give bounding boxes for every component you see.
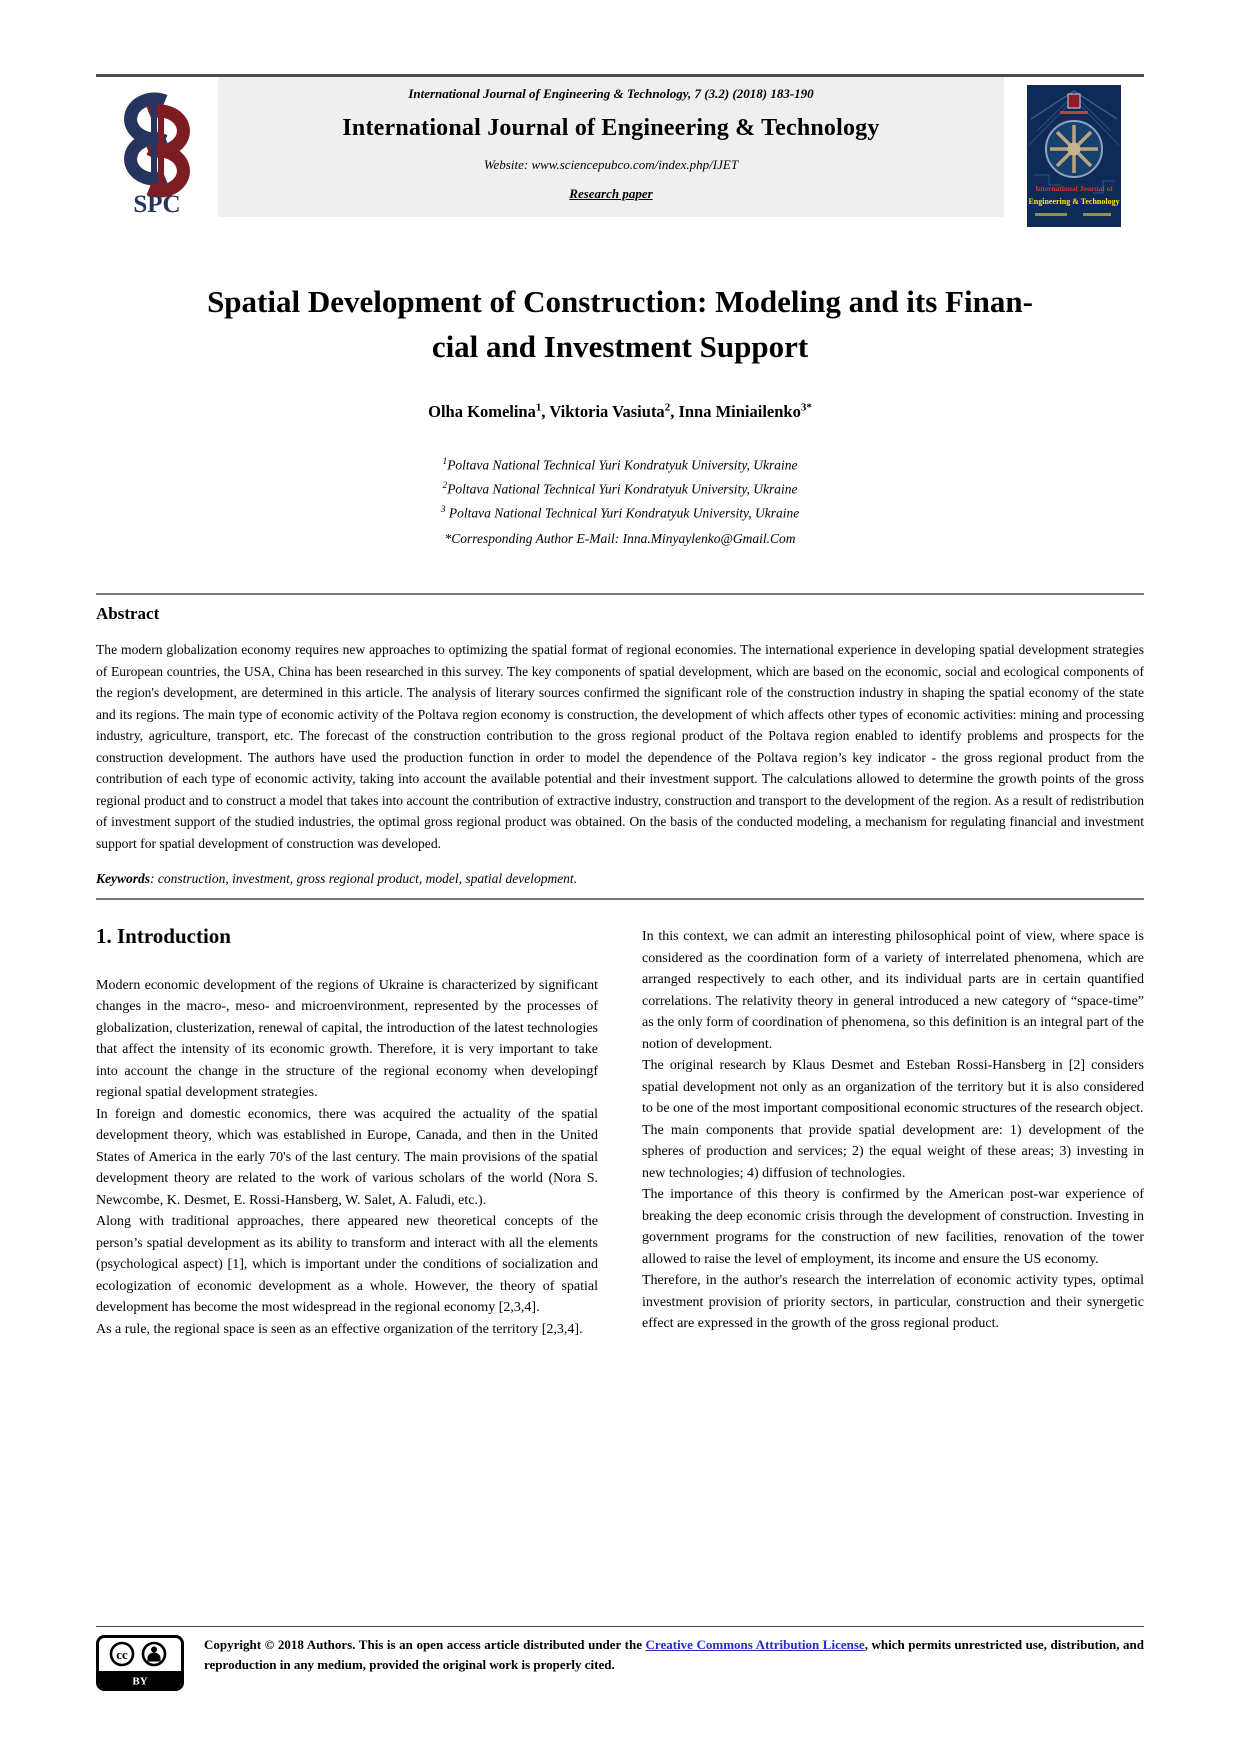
creative-commons-license-link[interactable]: Creative Commons Attribution License [645, 1637, 865, 1652]
abstract-heading: Abstract [96, 604, 160, 623]
body-paragraph: Therefore, in the author's research the interrelation of economic activity types, optimal investment provision of priority sectors, in particular, construction and their synergetic effect are expressed in the growth of the gross regional product. [642, 1273, 1144, 1331]
affiliation-text: Poltava National Technical Yuri Kondratyuk University, Ukraine [447, 457, 798, 472]
paper-type-label: Research paper [569, 186, 653, 201]
keywords-line [96, 871, 1144, 887]
author-affiliation-mark: 1 [535, 401, 542, 413]
body-paragraph: Modern economic development of the regions of Ukraine is characterized by significant changes in the macro-, meso- and microenvironment, represented by the processes of globalization, clusterization, renewal of capital, the introduction of the latest technologies that affect the intensity of its economic growth. Therefore, it is very important to take into account the change in the structure of the regional economy when developingf regional spatial development strategies. [96, 977, 598, 1100]
body-columns [96, 926, 1144, 1340]
corresponding-author-line: *Corresponding Author E-Mail: Inna.Minyaylenko@Gmail.Com [444, 530, 796, 546]
cc-by-badge-icon [96, 1635, 184, 1691]
affiliation-mark: 2 [442, 480, 448, 491]
right-column [642, 926, 1144, 1340]
paper-title-line2: cial and Investment Support [431, 329, 809, 364]
author-separator: , [670, 401, 679, 421]
paper-title [96, 279, 1144, 369]
affiliation-line [96, 476, 1144, 500]
body-paragraph: The original research by Klaus Desmet and Esteban Rossi-Hansberg in [2] considers spatial development not only as an organization of the territory but it is also considered to be one of the most important compositional economic structures of the research object. [642, 1058, 1144, 1116]
affiliation-text: Poltava National Technical Yuri Kondratyuk University, Ukraine [447, 481, 798, 496]
copyright-text-before: Copyright © 2018 Authors. This is an open access article distributed under the [204, 1637, 646, 1652]
affiliation-mark: 3 [440, 504, 446, 515]
journal-website: Website: www.sciencepubco.com/index.php/IJET [483, 157, 739, 172]
cc-icon: cc [116, 1647, 128, 1662]
author [549, 402, 678, 421]
author-affiliation-mark: 3* [800, 401, 812, 413]
keywords-label: Keywords [96, 871, 150, 886]
journal-header [96, 77, 1144, 217]
keywords-bottom-rule [96, 898, 1144, 900]
affiliations-block [96, 452, 1144, 550]
body-paragraph: In foreign and domestic economics, there was acquired the actuality of the spatial development theory, which was established in Europe, Canada, and then in the United States of America in the early 70's of the last century. The main provisions of the spatial development theory are related to the work of various scholars of the world (Nora S. Newcombe, K. Desmet, E. Rossi-Hansberg, W. Salet, A. Faludi, etc.). [96, 1106, 598, 1208]
author-name: Olha Komelina [428, 401, 536, 421]
author-affiliation-mark: 2 [664, 401, 671, 413]
body-paragraph: As a rule, the regional space is seen as an effective organization of the territory [2,3,4]. [96, 1321, 583, 1337]
author [428, 402, 549, 421]
author-separator: , [541, 401, 550, 421]
affiliation-text: Poltava National Technical Yuri Kondratyuk University, Ukraine [445, 505, 800, 520]
copyright-text [204, 1635, 1144, 1674]
body-paragraph: The main components that provide spatial development are: 1) development of the spheres of production and services; 2) the equal weight of these areas; 3) investing in new technologies; 4) diffusion of technologies. [642, 1122, 1144, 1181]
copyright-footer [96, 1626, 1144, 1691]
journal-header-band [218, 77, 1004, 217]
by-label: BY [132, 1675, 148, 1688]
paper-title-line1: Spatial Development of Construction: Modeling and its Finan- [207, 284, 1033, 319]
keywords-text: : construction, investment, gross regional product, model, spatial development. [150, 871, 578, 886]
spc-logo-icon [101, 85, 213, 215]
publisher-logo-box [96, 77, 218, 217]
journal-reference: International Journal of Engineering & Technology, 7 (3.2) (2018) 183-190 [408, 86, 814, 101]
author [678, 402, 811, 421]
authors-line [96, 401, 1144, 422]
body-paragraph: Along with traditional approaches, there appeared new theoretical concepts of the person’s spatial development as its ability to transform and interact with all the elements (psychological aspect) [1], which is important under the conditions of socialization and ecologization of economic development as a whole. However, the theory of spatial development has become the most widespread in the regional economy [2,3,4]. [96, 1214, 598, 1315]
introduction-heading: 1. Introduction [96, 924, 231, 948]
body-paragraph: The importance of this theory is confirmed by the American post-war experience of breaking the deep economic crisis through the development of construction. Investing in government programs for the construction of new facilities, renovation of the tower allowed to raise the level of employment, its income and ensure the US economy. [642, 1187, 1144, 1267]
abstract-top-rule [96, 593, 1144, 595]
journal-name: International Journal of Engineering & Technology [342, 115, 880, 141]
copyright-text-after: , which permits unrestricted use, distribution, and reproduction in any medium, provided the original work is properly cited. [204, 1637, 1145, 1672]
author-name: Viktoria Vasiuta [549, 401, 665, 421]
affiliation-mark: 1 [442, 456, 448, 467]
left-column [96, 926, 598, 1340]
abstract-text: The modern globalization economy requires new approaches to optimizing the spatial format of regional economies. The international experience in developing spatial development strategies of European countries, the USA, China has been researched in this survey. The key components of spatial development, which are based on the economic, social and ecological components of the region's development, are determined in this article. The analysis of literary sources confirmed the significant role of the construction industry in shaping the spatial economy of the state and its regions. The main type of economic activity of the Poltava region economy is construction, the development of which affects other types of economic activities: mining and processing industry, agriculture, transport, etc. The forecast of the construction contribution to the gross regional product of the Poltava region enabled to identify problems and prospects for the construction development. The authors have used the production function in order to model the dependence of the Poltava region’s key indicator - the gross regional product from the contribution of each type of economic activity, taking into account the available potential and their investment support. The calculations allowed to determine the growth points of the gross regional product and to construct a model that takes into account the contribution of extractive industry, construction and transport to the development of the region. As a result of redistribution of investment support of the studied industries, the optimal gross regional product was obtained. On the basis of the conducted modeling, a mechanism for regulating financial and investment support for spatial development of construction was developed. [96, 642, 1144, 851]
cover-title-line2: Engineering & Technology [1028, 197, 1120, 206]
journal-cover-box [1004, 77, 1144, 217]
affiliation-line [96, 500, 1144, 524]
journal-cover-image [1027, 85, 1121, 227]
author-name: Inna Miniailenko [678, 401, 801, 421]
affiliation-line [96, 452, 1144, 476]
cover-title-line1: International Journal of [1035, 184, 1113, 193]
spc-logo-text: SPC [133, 191, 181, 215]
body-paragraph: In this context, we can admit an interesting philosophical point of view, where space is considered as the coordination form of a variety of interrelated phenomena, which are arranged respectively to each other, and its individual parts are in certain quantified correlations. The relativity theory in general introduced a new category of “space-time” as the only form of coordination of phenomena, so this definition is an integral part of the notion of development. [642, 929, 1144, 1052]
